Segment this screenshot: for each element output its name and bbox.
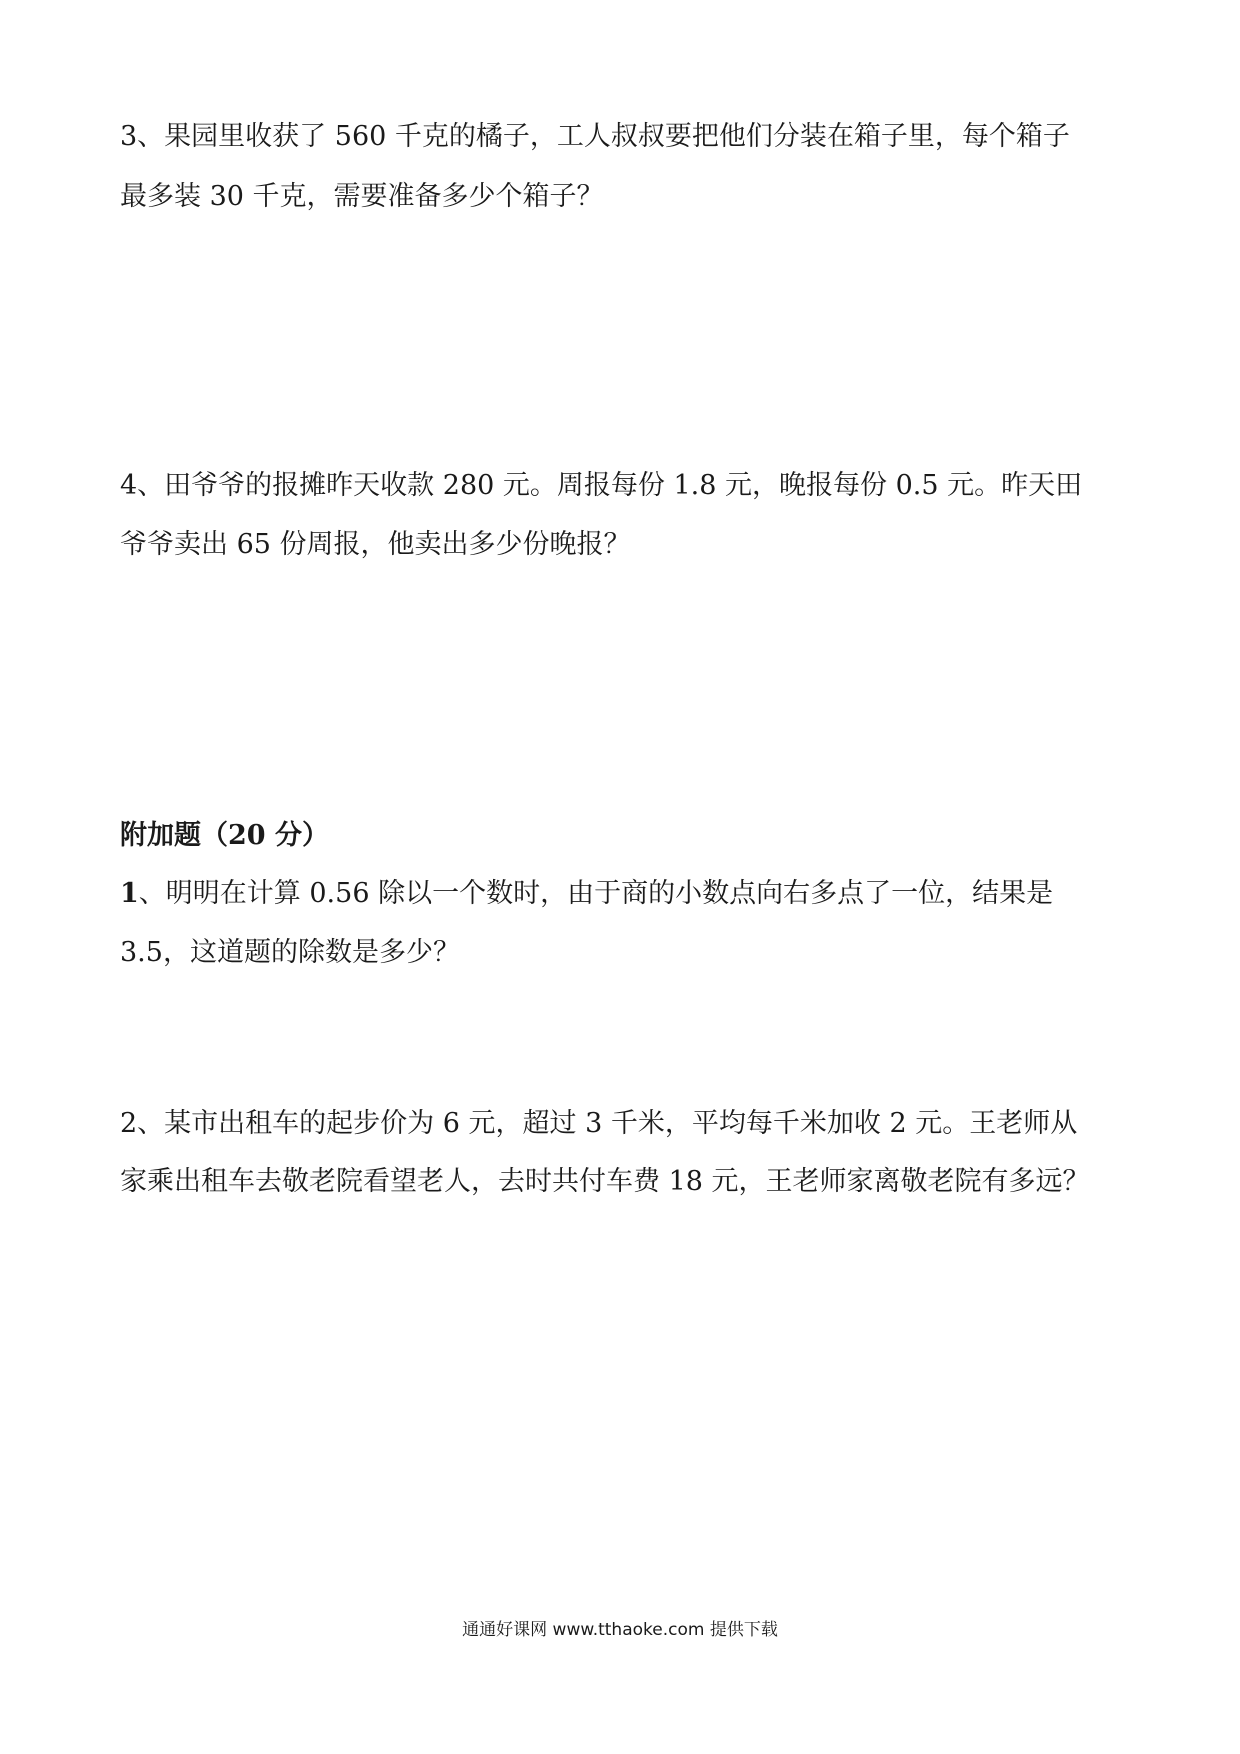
bonus-question-1-text: 、明明在计算 0.56 除以一个数时，由于商的小数点向右多点了一位，结果是 bbox=[138, 878, 1054, 909]
bonus-question-1-line-1 bbox=[120, 874, 1053, 914]
bonus-question-2-line-1: 2、某市出租车的起步价为 6 元，超过 3 千米，平均每千米加收 2 元。王老师从 bbox=[120, 1108, 1078, 1139]
bonus-question-1-number: 1 bbox=[120, 878, 139, 909]
bonus-question-2-line-2: 家乘出租车去敬老院看望老人，去时共付车费 18 元，王老师家离敬老院有多远？ bbox=[120, 1166, 1090, 1197]
question-3-line-2: 最多装 30 千克，需要准备多少个箱子？ bbox=[120, 181, 604, 212]
bonus-section-title: 附加题（20 分） bbox=[120, 820, 329, 851]
bonus-question-1-line-2: 3.5，这道题的除数是多少？ bbox=[120, 937, 460, 968]
question-4-line-1: 4、田爷爷的报摊昨天收款 280 元。周报每份 1.8 元，晚报每份 0.5 元。昨天田 bbox=[120, 470, 1083, 501]
question-3-line-1: 3、果园里收获了 560 千克的橘子，工人叔叔要把他们分装在箱子里，每个箱子 bbox=[120, 121, 1070, 152]
question-4-line-2: 爷爷卖出 65 份周报，他卖出多少份晚报？ bbox=[120, 529, 631, 560]
footer-attribution: 通通好课网 www.tthaoke.com 提供下载 bbox=[462, 1620, 778, 1640]
